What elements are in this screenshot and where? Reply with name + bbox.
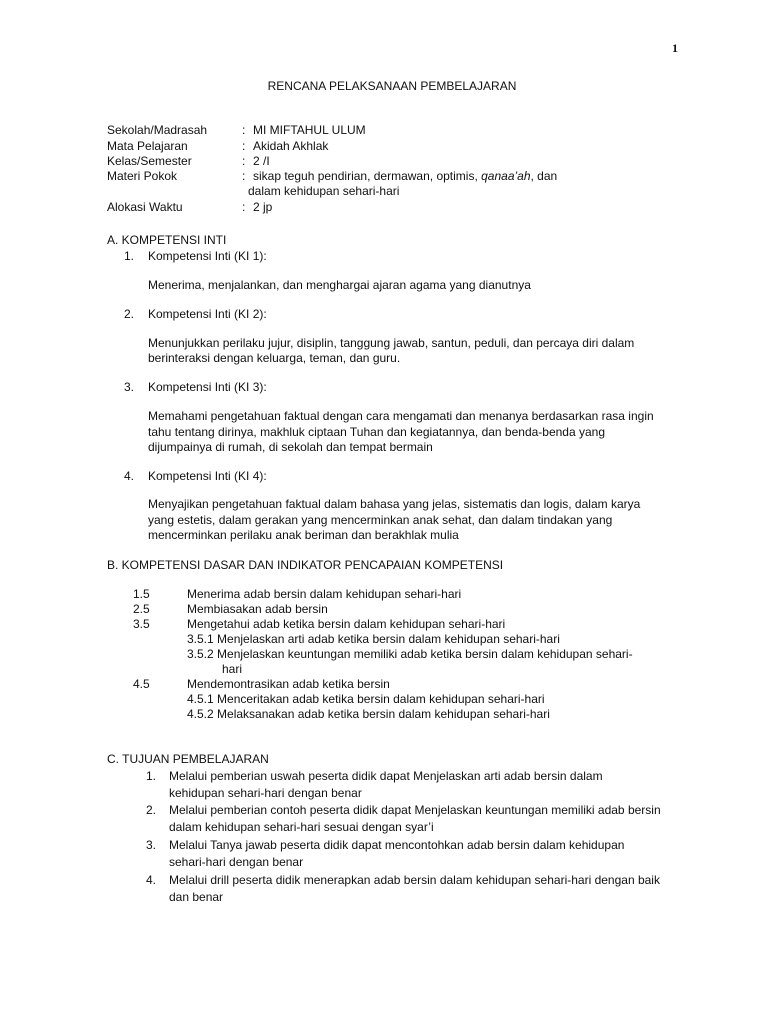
ki-text: tahu tentang dirinya, makhluk ciptaan Tuhan dan kegiatannya, dan benda-benda yang [148,425,606,439]
ki-title: Kompetensi Inti (KI 3): [148,380,267,394]
indicator-text: 3.5.1 Menjelaskan arti adab ketika bersin dalam kehidupan sehari-hari [187,632,560,646]
ki-title: Kompetensi Inti (KI 4): [148,469,267,483]
ki-text: mencerminkan perilaku anak beriman dan berakhlak mulia [148,528,459,542]
kd-code: 4.5 [133,677,150,691]
identity-value-material: sikap teguh pendirian, dermawan, optimis, qanaa’ah, dan [253,169,558,183]
identity-value-class: 2 /I [253,154,270,168]
objective-text: Melalui pemberian contoh peserta didik dapat Menjelaskan keuntungan memiliki adab bersin [169,803,661,817]
indicator-text-cont: hari [222,662,243,676]
kd-code: 3.5 [133,617,150,631]
kd-code: 1.5 [133,587,150,601]
objective-number: 2. [146,803,157,817]
identity-colon: : [242,169,246,183]
identity-colon: : [242,154,246,168]
objective-number: 3. [146,838,157,852]
indicator-text: 3.5.2 Menjelaskan keuntungan memiliki adab ketika bersin dalam kehidupan sehari- [187,647,633,661]
identity-value-time: 2 jp [253,200,273,214]
kd-text: Menerima adab bersin dalam kehidupan sehari-hari [187,587,462,601]
identity-label-class: Kelas/Semester [107,154,192,168]
objective-text-cont: dan benar [169,890,224,904]
ki-number: 2. [124,307,135,321]
objective-number: 4. [146,873,157,887]
identity-colon: : [242,200,246,214]
ki-text: Memahami pengetahuan faktual dengan cara mengamati dan menanya berdasarkan rasa ingin [148,409,654,423]
kd-text: Membiasakan adab bersin [187,602,328,616]
document-title: RENCANA PELAKSANAAN PEMBELAJARAN [267,79,517,93]
identity-label-material: Materi Pokok [107,169,178,183]
ki-text: Menerima, menjalankan, dan menghargai ajaran agama yang dianutnya [148,278,531,292]
ki-title: Kompetensi Inti (KI 2): [148,307,267,321]
section-b-heading: B. KOMPETENSI DASAR DAN INDIKATOR PENCAPAIAN KOMPETENSI [107,558,504,572]
kd-text: Mengetahui adab ketika bersin dalam kehidupan sehari-hari [187,617,506,631]
identity-colon: : [242,139,246,153]
ki-text: Menunjukkan perilaku jujur, disiplin, tanggung jawab, santun, peduli, dan percaya diri dalam [148,336,635,350]
page-number: 1 [672,41,678,55]
indicator-text: 4.5.1 Menceritakan adab ketika bersin dalam kehidupan sehari-hari [187,692,545,706]
identity-value-material-cont: dalam kehidupan sehari-hari [248,184,400,198]
section-c-heading: C. TUJUAN PEMBELAJARAN [107,752,269,766]
ki-text: dijumpainya di rumah, di sekolah dan tempat bermain [148,440,433,454]
ki-number: 1. [124,249,135,263]
indicator-text: 4.5.2 Melaksanakan adab ketika bersin dalam kehidupan sehari-hari [187,707,550,721]
objective-text: Melalui drill peserta didik menerapkan adab bersin dalam kehidupan sehari-hari dengan baik [169,873,660,887]
kd-text: Mendemontrasikan adab ketika bersin [187,677,390,691]
ki-text: berinteraksi dengan keluarga, teman, dan guru. [148,351,401,365]
objective-text: Melalui Tanya jawab peserta didik dapat mencontohkan adab bersin dalam kehidupan [169,838,625,852]
ki-number: 4. [124,469,135,483]
identity-value-subject: Akidah Akhlak [253,139,329,153]
objective-text: Melalui pemberian uswah peserta didik dapat Menjelaskan arti adab bersin dalam [169,769,603,783]
ki-number: 3. [124,380,135,394]
objective-text-cont: kehidupan sehari-hari dengan benar [169,786,362,800]
objective-number: 1. [146,769,157,783]
identity-value-school: MI MIFTAHUL ULUM [253,123,366,137]
identity-label-subject: Mata Pelajaran [107,139,188,153]
kd-code: 2.5 [133,602,150,616]
ki-text: yang estetis, dalam gerakan yang mencerminkan anak sehat, dan dalam tindakan yang [148,513,613,527]
objective-text-cont: dalam kehidupan sehari-hari sesuai dengan syar’i [169,820,434,834]
ki-title: Kompetensi Inti (KI 1): [148,249,267,263]
identity-colon: : [242,123,246,137]
objective-text-cont: sehari-hari dengan benar [169,855,304,869]
section-a-heading: A. KOMPETENSI INTI [107,233,227,247]
identity-label-time: Alokasi Waktu [107,200,183,214]
identity-label-school: Sekolah/Madrasah [107,123,208,137]
ki-text: Menyajikan pengetahuan faktual dalam bahasa yang jelas, sistematis dan logis, dalam karya [148,497,641,511]
